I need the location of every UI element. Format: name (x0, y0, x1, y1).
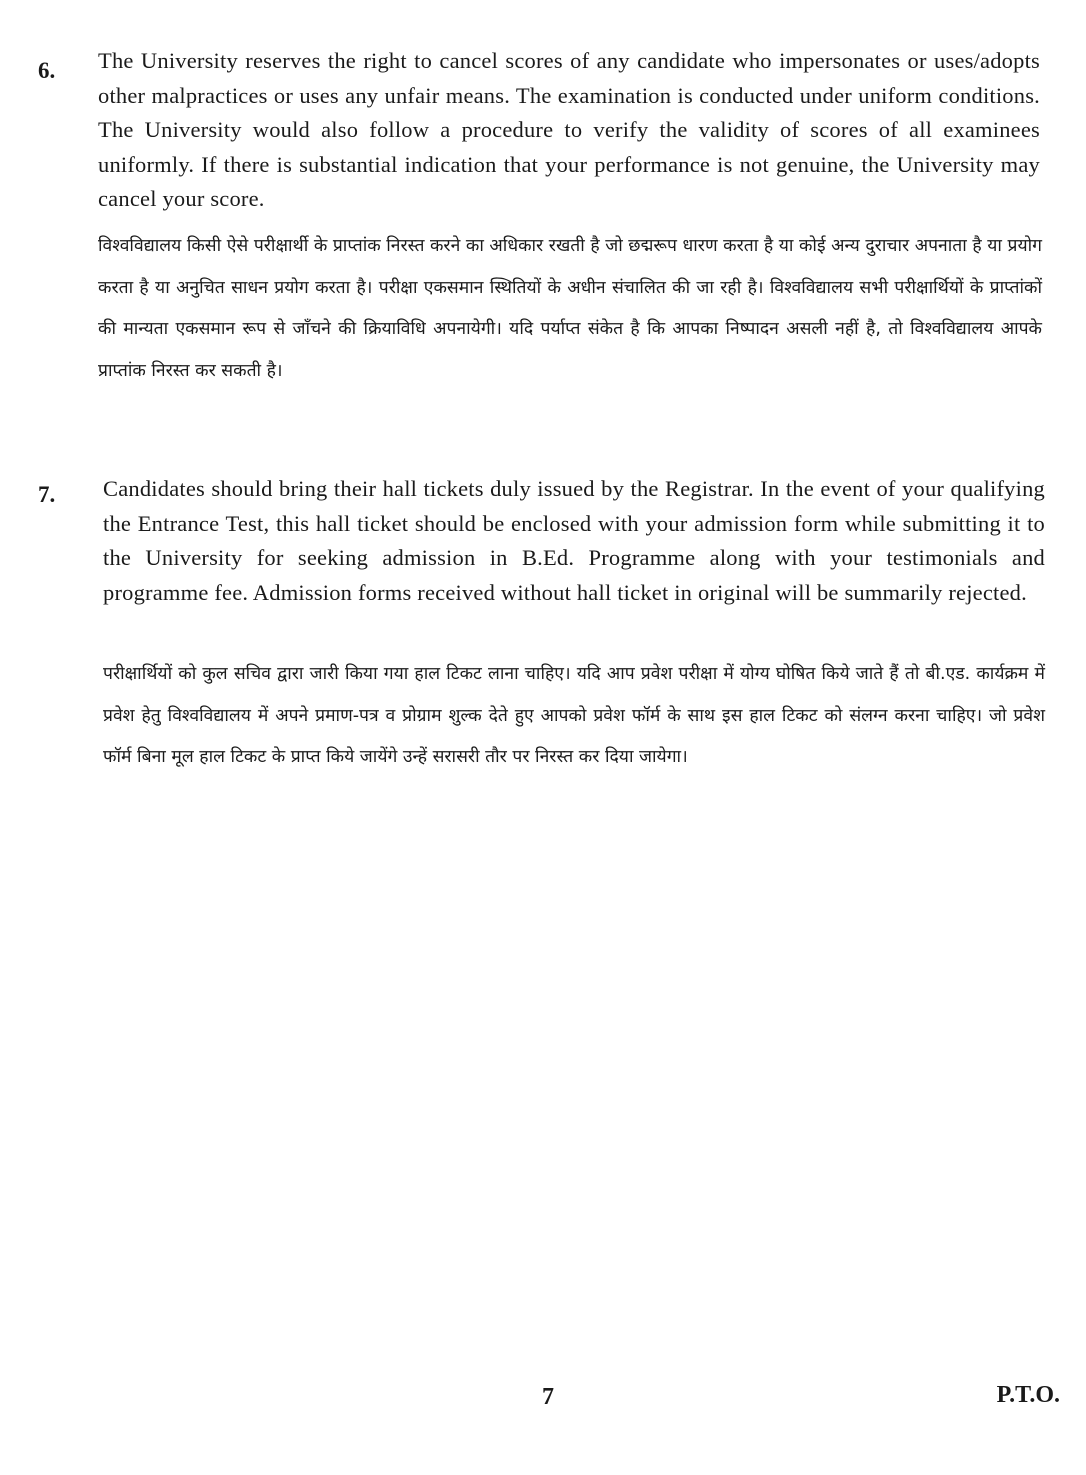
item-number: 6. (38, 58, 56, 83)
item-number: 7. (38, 482, 56, 507)
item-7-hindi-text: परीक्षार्थियों को कुल सचिव द्वारा जारी किया गया हाल टिकट लाना चाहिए। यदि आप प्रवेश परीक्षा में योग्य घोषित किये जाते हैं तो बी.एड. कार्यक्रम में प्रवेश हेतु विश्वविद्यालय में अपने प्रमाण-पत्र व प्रोग्राम शुल्क देते हुए आपको प्रवेश फॉर्म के साथ इस हाल टिकट को संलग्न करना चाहिए। जो प्रवेश फॉर्म बिना मूल हाल टिकट के प्राप्त किये जायेंगे उन्हें सरासरी तौर पर निरस्त कर दिया जायेगा। (103, 664, 1045, 767)
pto-label: P.T.O. (996, 1382, 1060, 1408)
item-6-hindi-text: विश्वविद्यालय किसी ऐसे परीक्षार्थी के प्राप्तांक निरस्त करने का अधिकार रखती है जो छद्मरूप धारण करता है या कोई अन्य दुराचार अपनाता है या प्रयोग करता है या अनुचित साधन प्रयोग करता है। परीक्षा एकसमान स्थितियों के अधीन संचालित की जा रही है। विश्वविद्यालय सभी परीक्षार्थियों के प्राप्तांकों की मान्यता एकसमान रूप से जाँचने की क्रियाविधि अपनायेगी। यदि पर्याप्त संकेत है कि आपका निष्पादन असली नहीं है, तो विश्वविद्यालय आपके प्राप्तांक निरस्त कर सकती है। (98, 236, 1042, 381)
item-7-english-text: Candidates should bring their hall tickets duly issued by the Registrar. In the event of your qualifying the Entrance Test, this hall ticket should be enclosed with your admission form while submitting it to the University for seeking admission in B.Ed. Programme along with your testimonials and programme fee. Admission forms received without hall ticket in original will be summarily rejected. (103, 476, 1045, 605)
item-6-english-text: The University reserves the right to cancel scores of any candidate who impersonates or uses/adopts other malpractices or uses any unfair means. The examination is conducted under uniform conditions. The University would also follow a procedure to verify the validity of scores of all examinees uniformly. If there is substantial indication that your performance is not genuine, the University may cancel your score. (98, 48, 1040, 211)
page-number: 7 (542, 1384, 554, 1410)
